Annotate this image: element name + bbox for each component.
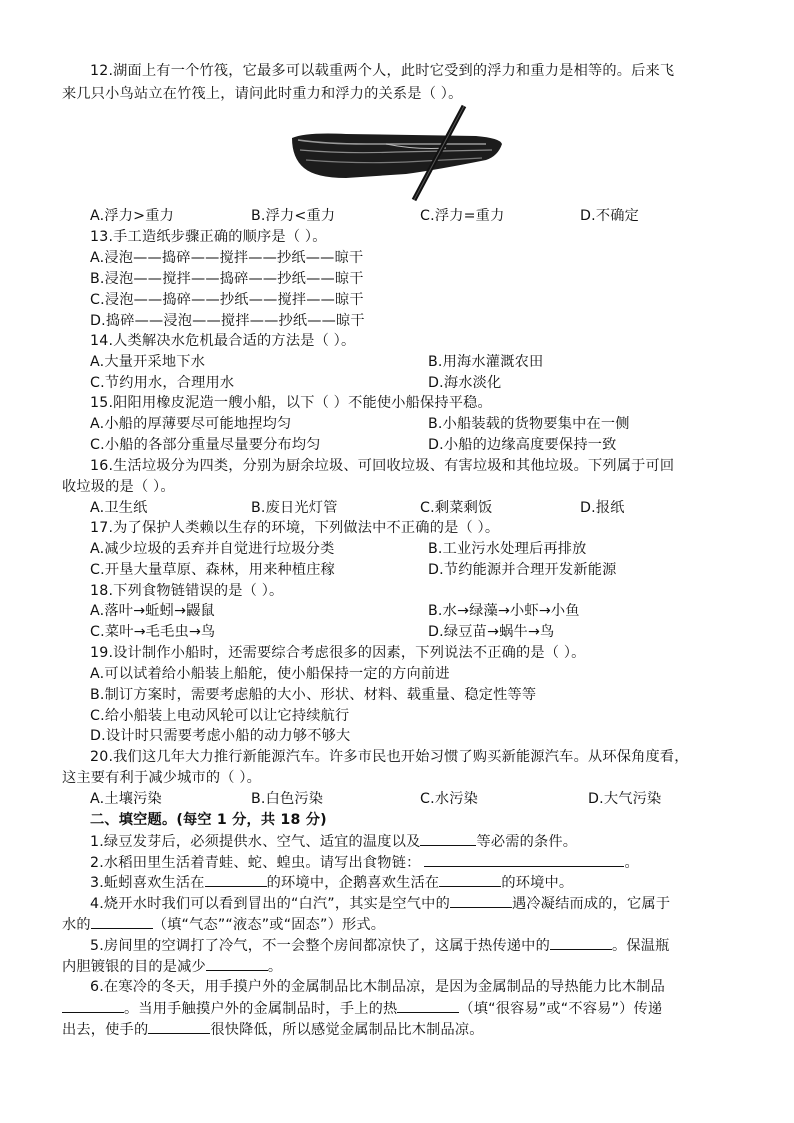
fill-q5-blank-1[interactable] [550, 935, 612, 950]
q15-option-a: A.小船的厚薄要尽可能地捏均匀 [90, 416, 292, 432]
fill-q5-line1 [90, 935, 670, 955]
fill-q4-text-b: 遇冷凝结而成的，它属于 [511, 896, 671, 912]
q16-stem-line2: 收垃圾的是（ ）。 [62, 479, 175, 495]
q18-stem: 18.下列食物链错误的是（ ）。 [90, 583, 284, 599]
fill-q4-line1 [90, 893, 670, 913]
q20-option-d: D.大气污染 [588, 791, 662, 807]
q16-stem-line1: 16.生活垃圾分为四类，分别为厨余垃圾、可回收垃圾、有害垃圾和其他垃圾。下列属于可回 [90, 458, 675, 474]
fill-q6-line1: 6.在寒冷的冬天，用手摸户外的金属制品比木制品凉，是因为金属制品的导热能力比木制品 [90, 979, 666, 995]
q20-stem-line2: 这主要有利于减少城市的（ ）。 [62, 770, 262, 786]
fill-q5-text-a: 5.房间里的空调打了冷气，不一会整个房间都凉快了，这属于热传递中的 [90, 938, 550, 954]
fill-q4-line2 [62, 914, 385, 934]
q16-option-c: C.剩菜剩饭 [420, 500, 493, 516]
fill-q1 [90, 831, 577, 851]
fill-q3-blank-2[interactable] [439, 872, 501, 887]
q17-stem: 17.为了保护人类赖以生存的环境，下列做法中不正确的是（ ）。 [90, 520, 500, 536]
q13-option-a: A.浸泡——捣碎——搅拌——抄纸——晾干 [90, 250, 364, 266]
fill-q1-blank[interactable] [420, 831, 476, 846]
fill-q4-text-d: （填“气态”“液态”或“固态”）形式。 [152, 917, 386, 933]
fill-q5-line2 [62, 956, 282, 976]
q20-stem-line1: 20.我们这几年大力推行新能源汽车。许多市民也开始习惯了购买新能源汽车。从环保角度看， [90, 749, 689, 765]
fill-q1-text-a: 1.绿豆发芽后，必须提供水、空气、适宜的温度以及 [90, 834, 421, 850]
q18-option-d: D.绿豆苗→蜗牛→鸟 [428, 624, 555, 640]
q19-option-a: A.可以试着给小船装上船舵，使小船保持一定的方向前进 [90, 666, 450, 682]
fill-q3 [90, 872, 573, 892]
fill-q5-text-c: 内胆镀银的目的是减少 [62, 959, 206, 975]
section-title-fill-in: 二、填空题。(每空 1 分，共 18 分) [90, 812, 327, 828]
q16-option-b: B.废日光灯管 [251, 500, 338, 516]
q13-option-c: C.浸泡——捣碎——抄纸——搅拌——晾干 [90, 292, 364, 308]
q14-option-d: D.海水淡化 [428, 375, 502, 391]
fill-q3-blank-1[interactable] [205, 872, 267, 887]
fill-q1-text-b: 等必需的条件。 [476, 834, 578, 850]
q17-option-c: C.开垦大量草原、森林，用来种植庄稼 [90, 562, 336, 578]
fill-q4-blank-1[interactable] [450, 893, 512, 908]
q13-stem: 13.手工造纸步骤正确的顺序是（ ）。 [90, 229, 327, 245]
fill-q6-text-b: 。当用手触摸户外的金属制品时，手上的热 [124, 1001, 398, 1017]
fill-q2-blank[interactable] [424, 852, 624, 867]
q14-option-a: A.大量开采地下水 [90, 354, 206, 370]
q16-option-d: D.报纸 [580, 500, 625, 516]
q15-stem: 15.阳阳用橡皮泥造一艘小船，以下（ ）不能使小船保持平稳。 [90, 395, 492, 411]
fill-q6-blank-1[interactable] [62, 998, 124, 1013]
fill-q6-text-d: 出去，使手的 [62, 1022, 149, 1038]
q19-option-d: D.设计时只需要考虑小船的动力够不够大 [90, 728, 351, 744]
q12-option-c: C.浮力=重力 [420, 208, 505, 224]
q20-option-b: B.白色污染 [251, 791, 324, 807]
q18-option-b: B.水→绿藻→小虾→小鱼 [428, 603, 580, 619]
q14-option-c: C.节约用水，合理用水 [90, 375, 235, 391]
q16-option-a: A.卫生纸 [90, 500, 148, 516]
q19-option-b: B.制订方案时，需要考虑船的大小、形状、材料、载重量、稳定性等等 [90, 687, 537, 703]
q18-option-a: A.落叶→蚯蚓→鼹鼠 [90, 603, 215, 619]
fill-q2-text-a: 2.水稻田里生活着青蛙、蛇、蝗虫。请写出食物链： [90, 855, 421, 871]
q20-option-c: C.水污染 [420, 791, 478, 807]
q13-option-b: B.浸泡——搅拌——捣碎——抄纸——晾干 [90, 271, 364, 287]
fill-q4-blank-2[interactable] [91, 914, 153, 929]
q17-option-a: A.减少垃圾的丢弃并自觉进行垃圾分类 [90, 541, 335, 557]
q14-option-b: B.用海水灌溉农田 [428, 354, 544, 370]
q12-option-d: D.不确定 [580, 208, 639, 224]
fill-q5-text-d: 。 [267, 959, 283, 975]
q17-option-d: D.节约能源并合理开发新能源 [428, 562, 617, 578]
fill-q3-text-a: 3.蚯蚓喜欢生活在 [90, 875, 205, 891]
fill-q3-text-c: 的环境中。 [501, 875, 574, 891]
q17-option-b: B.工业污水处理后再排放 [428, 541, 587, 557]
q19-option-c: C.给小船装上电动风轮可以让它持续航行 [90, 708, 350, 724]
q15-option-b: B.小船装载的货物要集中在一侧 [428, 416, 630, 432]
q15-option-c: C.小船的各部分重量尽量要分布均匀 [90, 437, 321, 453]
q12-stem-line1: 12.湖面上有一个竹筏，它最多可以载重两个人，此时它受到的浮力和重力是相等的。后来飞 [90, 63, 675, 79]
q18-option-c: C.菜叶→毛毛虫→鸟 [90, 624, 216, 640]
fill-q4-text-a: 4.烧开水时我们可以看到冒出的“白汽”，其实是空气中的 [90, 896, 450, 912]
fill-q3-text-b: 的环境中，企鹅喜欢生活在 [266, 875, 440, 891]
fill-q6-blank-2[interactable] [397, 998, 459, 1013]
fill-q2-text-b: 。 [624, 855, 639, 871]
fill-q6-text-e: 很快降低，所以感觉金属制品比木制品凉。 [210, 1022, 484, 1038]
q14-stem: 14.人类解决水危机最合适的方法是（ ）。 [90, 333, 356, 349]
q12-option-a: A.浮力>重力 [90, 208, 175, 224]
fill-q2 [90, 852, 639, 872]
fill-q5-text-b: 。保温瓶 [611, 938, 670, 954]
q12-stem-line2: 来几只小鸟站立在竹筏上，请问此时重力和浮力的关系是（ ）。 [62, 86, 463, 102]
fill-q6-line2 [62, 998, 662, 1018]
fill-q6-line3 [62, 1019, 484, 1039]
q15-option-d: D.小船的边缘高度要保持一致 [428, 437, 617, 453]
fill-q6-blank-3[interactable] [148, 1019, 210, 1034]
fill-q6-text-c: （填“很容易”或“不容易”）传递 [459, 1001, 663, 1017]
bamboo-raft-icon [286, 104, 506, 204]
q20-option-a: A.土壤污染 [90, 791, 162, 807]
fill-q5-blank-2[interactable] [206, 956, 268, 971]
q19-stem: 19.设计制作小船时，还需要综合考虑很多的因素，下列说法不正确的是（ ）。 [90, 645, 586, 661]
fill-q4-text-c: 水的 [62, 917, 91, 933]
q13-option-d: D.捣碎——浸泡——搅拌——抄纸——晾干 [90, 313, 365, 329]
q12-option-b: B.浮力<重力 [251, 208, 336, 224]
